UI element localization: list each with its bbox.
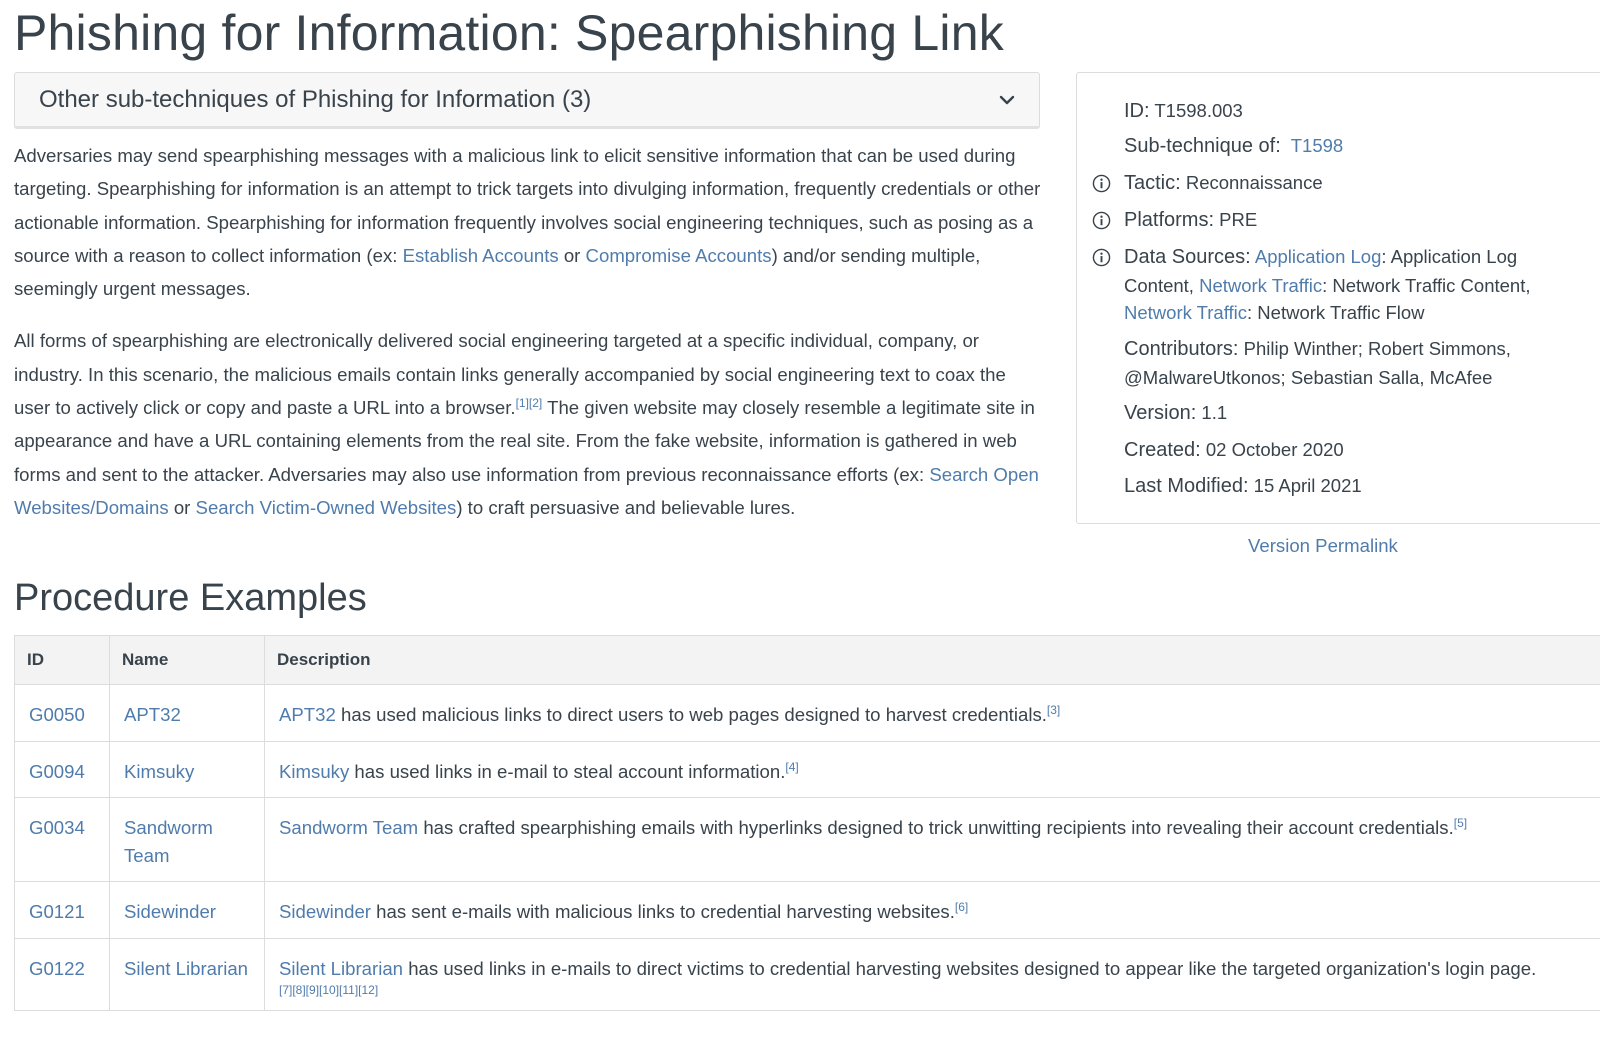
description-text: Adversaries may send spearphishing messages with a malicious link to elicit sensitive information that can be used during targeting. Spearphishing for information is an attempt to trick targets into divulging information, frequently credentials or other actionable information. Spearphishing for information frequently involves social engineering techniques, such as posing as a source with a reason to collect information (ex: <box>14 145 1041 266</box>
description-text: The given website may closely resemble a legitimate site in appearance and have a URL containing elements from the real site. From the fake website, information is gathered in web forms and sent to the attacker. Adversaries may also use information from previous reconnaissance efforts (ex: <box>14 397 1035 485</box>
reference-link[interactable]: [3] <box>1046 702 1061 717</box>
reference-link[interactable]: [5] <box>1453 815 1468 830</box>
description-text: has crafted spearphishing emails with hyperlinks designed to trick unwitting recipients into revealing their account credentials. <box>418 817 1454 838</box>
reference-link[interactable]: [6] <box>954 899 969 914</box>
card-contributors-value: Philip Winther; Robert Simmons, @MalwareUtkonos; Sebastian Salla, McAfee <box>1124 338 1511 388</box>
link-establish-accounts[interactable]: Establish Accounts <box>402 244 559 266</box>
table-row <box>15 798 1600 882</box>
reference-2[interactable]: [2] <box>528 395 543 410</box>
page-title: Phishing for Information: Spearphishing Link <box>14 5 1004 61</box>
description-text: ) to craft persuasive and believable lures. <box>456 496 796 518</box>
cell-id <box>15 741 110 798</box>
description-text: has sent e-mails with malicious links to credential harvesting websites. <box>371 901 955 922</box>
cell-name <box>110 741 265 798</box>
header-description: Description <box>265 636 1600 685</box>
card-version-row <box>1124 399 1564 428</box>
card-contributors-label: Contributors: <box>1124 338 1239 360</box>
description-text: All forms of spearphishing are electronically delivered social engineering targeted at a specific individual, company, or industry. In this scenario, the malicious emails contain links generally accompanied by social engineering text to coax the user to actively click or copy and paste a URL into a browser. <box>14 330 1006 419</box>
card-platforms-row <box>1124 206 1564 235</box>
chevron-down-icon <box>999 92 1015 108</box>
group-name-link[interactable]: Kimsuky <box>124 760 195 782</box>
card-tactic-label: Tactic: <box>1124 172 1181 194</box>
card-tactic-value: Reconnaissance <box>1185 172 1323 193</box>
table-row <box>15 938 1600 1011</box>
cell-description <box>265 685 1600 742</box>
card-subtechnique-label: Sub-technique of: <box>1124 135 1281 157</box>
description-paragraph-1 <box>14 139 1044 305</box>
card-created-label: Created: <box>1124 439 1201 461</box>
cell-id <box>15 685 110 742</box>
reference-links[interactable]: [7][8][9][10][11][12] <box>279 983 379 997</box>
reference-link[interactable]: [4] <box>785 759 799 774</box>
card-platforms-label: Platforms: <box>1124 209 1215 231</box>
group-name-link[interactable]: APT32 <box>124 704 181 725</box>
data-source-link-application-log[interactable]: Application Log <box>1254 246 1382 267</box>
cell-description <box>265 798 1600 882</box>
description-text: has used malicious links to direct users to web pages designed to harvest credentials. <box>335 704 1047 725</box>
cell-description <box>265 938 1600 1011</box>
table-row <box>15 685 1600 742</box>
card-id-row <box>1124 97 1564 126</box>
info-circle-icon[interactable] <box>1092 173 1111 192</box>
card-version-label: Version: <box>1124 402 1197 424</box>
procedure-examples-table <box>14 635 1600 1011</box>
card-modified-label: Last Modified: <box>1124 475 1249 497</box>
info-circle-icon[interactable] <box>1092 210 1111 229</box>
header-id: ID <box>15 636 110 685</box>
group-desc-link[interactable]: Kimsuky <box>279 760 350 782</box>
version-permalink-link[interactable]: Version Permalink <box>1248 535 1398 556</box>
group-desc-link[interactable]: Sidewinder <box>279 901 371 922</box>
group-desc-link[interactable]: Sandworm Team <box>279 817 419 838</box>
description-text: has used links in e-mails to direct victims to credential harvesting websites designed to appear like the targeted organization's login page. <box>403 957 1537 979</box>
group-id-link[interactable]: G0122 <box>29 957 85 979</box>
reference-1[interactable]: [1] <box>515 395 529 410</box>
cell-id <box>15 798 110 882</box>
cell-id <box>15 938 110 1011</box>
group-desc-link[interactable]: Silent Librarian <box>279 957 404 979</box>
data-source-link-network-traffic-flow[interactable]: Network Traffic <box>1124 302 1248 323</box>
description-text: ) and/or sending multiple, seemingly urgent messages. <box>14 244 981 300</box>
card-data-sources-row <box>1124 243 1564 327</box>
group-id-link[interactable]: G0050 <box>29 704 85 725</box>
link-compromise-accounts[interactable]: Compromise Accounts <box>585 244 772 266</box>
info-circle-icon[interactable] <box>1092 247 1111 266</box>
link-search-open-websites[interactable]: Search Open Websites/Domains <box>14 463 1039 518</box>
group-name-link[interactable]: Sidewinder <box>124 901 216 922</box>
table-row <box>15 741 1600 798</box>
table-row <box>15 882 1600 939</box>
cell-name <box>110 938 265 1011</box>
description-paragraph-2 <box>14 324 1044 524</box>
group-id-link[interactable]: G0121 <box>29 901 85 922</box>
technique-info-card <box>1076 72 1600 524</box>
data-source-text: : Network Traffic Content, <box>1322 274 1531 296</box>
technique-description <box>14 139 1044 543</box>
cell-name <box>110 882 265 939</box>
group-id-link[interactable]: G0034 <box>29 817 85 838</box>
header-name: Name <box>110 636 265 685</box>
data-source-text: : Network Traffic Flow <box>1247 302 1425 323</box>
card-created-value: 02 October 2020 <box>1205 439 1344 460</box>
table-header-row <box>15 636 1600 685</box>
cell-description <box>265 882 1600 939</box>
card-modified-value: 15 April 2021 <box>1253 475 1362 496</box>
card-created-row <box>1124 436 1564 465</box>
card-subtechnique-row <box>1124 132 1564 161</box>
cell-name <box>110 798 265 882</box>
data-source-link-network-traffic[interactable]: Network Traffic <box>1199 274 1323 296</box>
card-modified-row <box>1124 472 1564 501</box>
card-subtechnique-link[interactable]: T1598 <box>1290 135 1344 156</box>
cell-description <box>265 741 1600 798</box>
description-text: or <box>558 244 586 266</box>
subtechniques-dropdown[interactable] <box>14 72 1040 129</box>
group-id-link[interactable]: G0094 <box>29 760 85 782</box>
cell-name <box>110 685 265 742</box>
card-platforms-value: PRE <box>1219 209 1258 230</box>
card-id-value: T1598.003 <box>1154 100 1243 121</box>
card-id-label: ID: <box>1124 100 1150 122</box>
subtechniques-dropdown-label: Other sub-techniques of Phishing for Information (3) <box>39 85 592 113</box>
group-name-link[interactable]: Silent Librarian <box>124 957 249 979</box>
card-tactic-row <box>1124 169 1564 198</box>
group-name-link[interactable]: Sandworm Team <box>124 817 213 866</box>
data-source-text: : Application Log Content, <box>1124 246 1518 296</box>
card-contributors-row <box>1124 335 1564 391</box>
cell-id <box>15 882 110 939</box>
procedure-examples-heading: Procedure Examples <box>14 577 367 619</box>
group-desc-link[interactable]: APT32 <box>279 704 336 725</box>
link-search-victim-owned-websites[interactable]: Search Victim-Owned Websites <box>195 496 457 518</box>
description-text: or <box>168 496 196 518</box>
card-version-value: 1.1 <box>1201 402 1228 423</box>
card-data-sources-label: Data Sources: <box>1124 246 1251 268</box>
description-text: has used links in e-mail to steal account information. <box>349 760 786 782</box>
